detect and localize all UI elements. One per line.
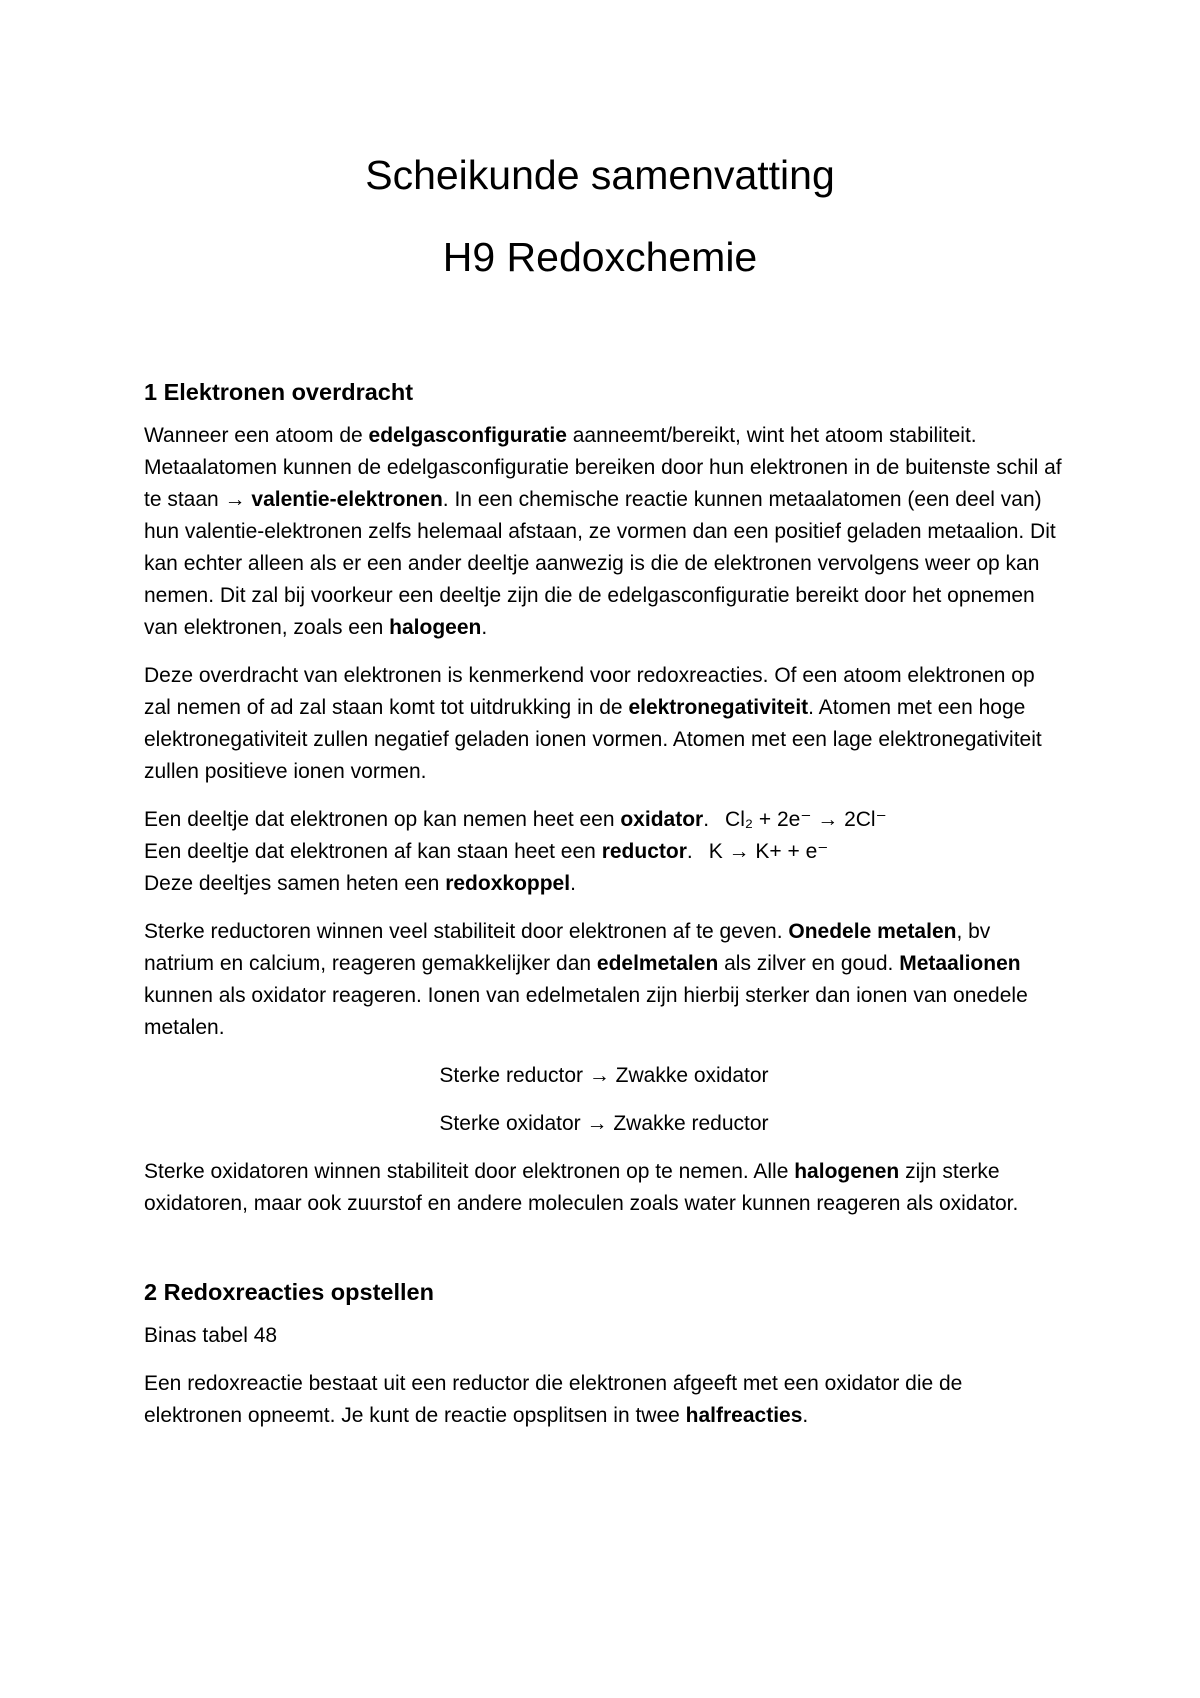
paragraph-edelgas xyxy=(144,420,1064,644)
rule-oxidator: Sterke oxidator → Zwakke reductor xyxy=(439,1112,769,1135)
text: Een redoxreactie bestaat uit een reductor die elektronen afgeeft met een oxidator die de elektronen opneemt. Je kunt de reactie opsplitsen in twee xyxy=(144,1372,963,1427)
term-onedele-metalen: Onedele metalen xyxy=(788,920,957,943)
term-halogenen: halogenen xyxy=(794,1160,900,1183)
section-heading-2: 2 Redoxreacties opstellen xyxy=(144,1279,434,1305)
document-subtitle: H9 Redoxchemie xyxy=(442,234,758,280)
term-elektronegativiteit: elektronegativiteit xyxy=(628,696,809,719)
definition-oxidator xyxy=(144,804,1064,836)
text: . xyxy=(802,1404,809,1427)
term-halfreacties: halfreacties xyxy=(685,1404,803,1427)
text: . xyxy=(481,616,488,639)
section-heading-1: 1 Elektronen overdracht xyxy=(144,379,414,405)
text: Sterke reductoren winnen veel stabiliteit door elektronen af te geven. xyxy=(144,920,789,943)
text: Wanneer een atoom de xyxy=(144,424,369,447)
text: , bv natrium en calcium, reageren gemakkelijker dan xyxy=(144,920,991,975)
paragraph-elektronegativiteit xyxy=(144,660,1064,788)
term-valentie-elektronen: valentie-elektronen xyxy=(251,488,443,511)
text: . Atomen met een hoge elektronegativiteit zullen negatief geladen ionen vormen. Atomen met een lage elektronegativiteit zullen positieve ionen vormen. xyxy=(144,696,1042,783)
text: . xyxy=(570,872,576,895)
document-title: Scheikunde samenvatting xyxy=(365,152,835,198)
term-redoxkoppel: redoxkoppel xyxy=(445,872,571,895)
text: Een deeltje dat elektronen op kan nemen heet een xyxy=(144,808,621,831)
text: Sterke oxidatoren winnen stabiliteit door elektronen op te nemen. Alle xyxy=(144,1160,795,1183)
term-metaalionen: Metaalionen xyxy=(899,952,1021,975)
formula-reductor: K → K+ + e⁻ xyxy=(708,840,829,863)
paragraph-halfreacties xyxy=(144,1368,1064,1432)
definition-redoxkoppel xyxy=(144,868,1064,900)
paragraph-binas: Binas tabel 48 xyxy=(144,1324,278,1347)
term-edelgasconfiguratie: edelgasconfiguratie xyxy=(368,424,567,447)
text: zijn sterke oxidatoren, maar ook zuurstof en andere moleculen zoals water kunnen reageren als oxidator. xyxy=(144,1160,1019,1215)
text: Deze overdracht van elektronen is kenmerkend voor redoxreacties. Of een atoom elektronen op zal nemen of ad zal staan komt tot uitdrukking in de xyxy=(144,664,1035,719)
text: . xyxy=(703,808,710,831)
text: . xyxy=(686,840,693,863)
rule-reductor: Sterke reductor → Zwakke oxidator xyxy=(439,1064,769,1087)
text: aanneemt/bereikt, wint het atoom stabiliteit. Metaalatomen kunnen de edelgasconfiguratie bereiken door hun elektronen in de buitenste schil af te staan → xyxy=(144,424,1062,511)
text: Deze deeltjes samen heten een xyxy=(144,872,446,895)
term-halogeen: halogeen xyxy=(389,616,482,639)
text: kunnen als oxidator reageren. Ionen van edelmetalen zijn hierbij sterker dan ionen van onedele metalen. xyxy=(144,984,1028,1039)
paragraph-oxidatoren xyxy=(144,1156,1064,1220)
definition-reductor xyxy=(144,836,1064,868)
text: Een deeltje dat elektronen af kan staan heet een xyxy=(144,840,602,863)
term-reductor: reductor xyxy=(601,840,687,863)
formula-oxidator: Cl₂ + 2e⁻ → 2Cl⁻ xyxy=(725,808,887,831)
document-body xyxy=(144,376,1064,1448)
text: als zilver en goud. xyxy=(718,952,900,975)
paragraph-reductoren xyxy=(144,916,1064,1044)
term-oxidator: oxidator xyxy=(620,808,704,831)
term-edelmetalen: edelmetalen xyxy=(596,952,719,975)
text: . In een chemische reactie kunnen metaalatomen (een deel van) hun valentie-elektronen zelfs helemaal afstaan, ze vormen dan een positief geladen metaalion. Dit kan echter alleen als er een ander deeltje aanwezig is die de elektronen vervolgens weer op kan nemen. Dit zal bij voorkeur een deeltje zijn die de edelgasconfiguratie bereikt door het opnemen van elektronen, zoals een xyxy=(144,488,1056,639)
